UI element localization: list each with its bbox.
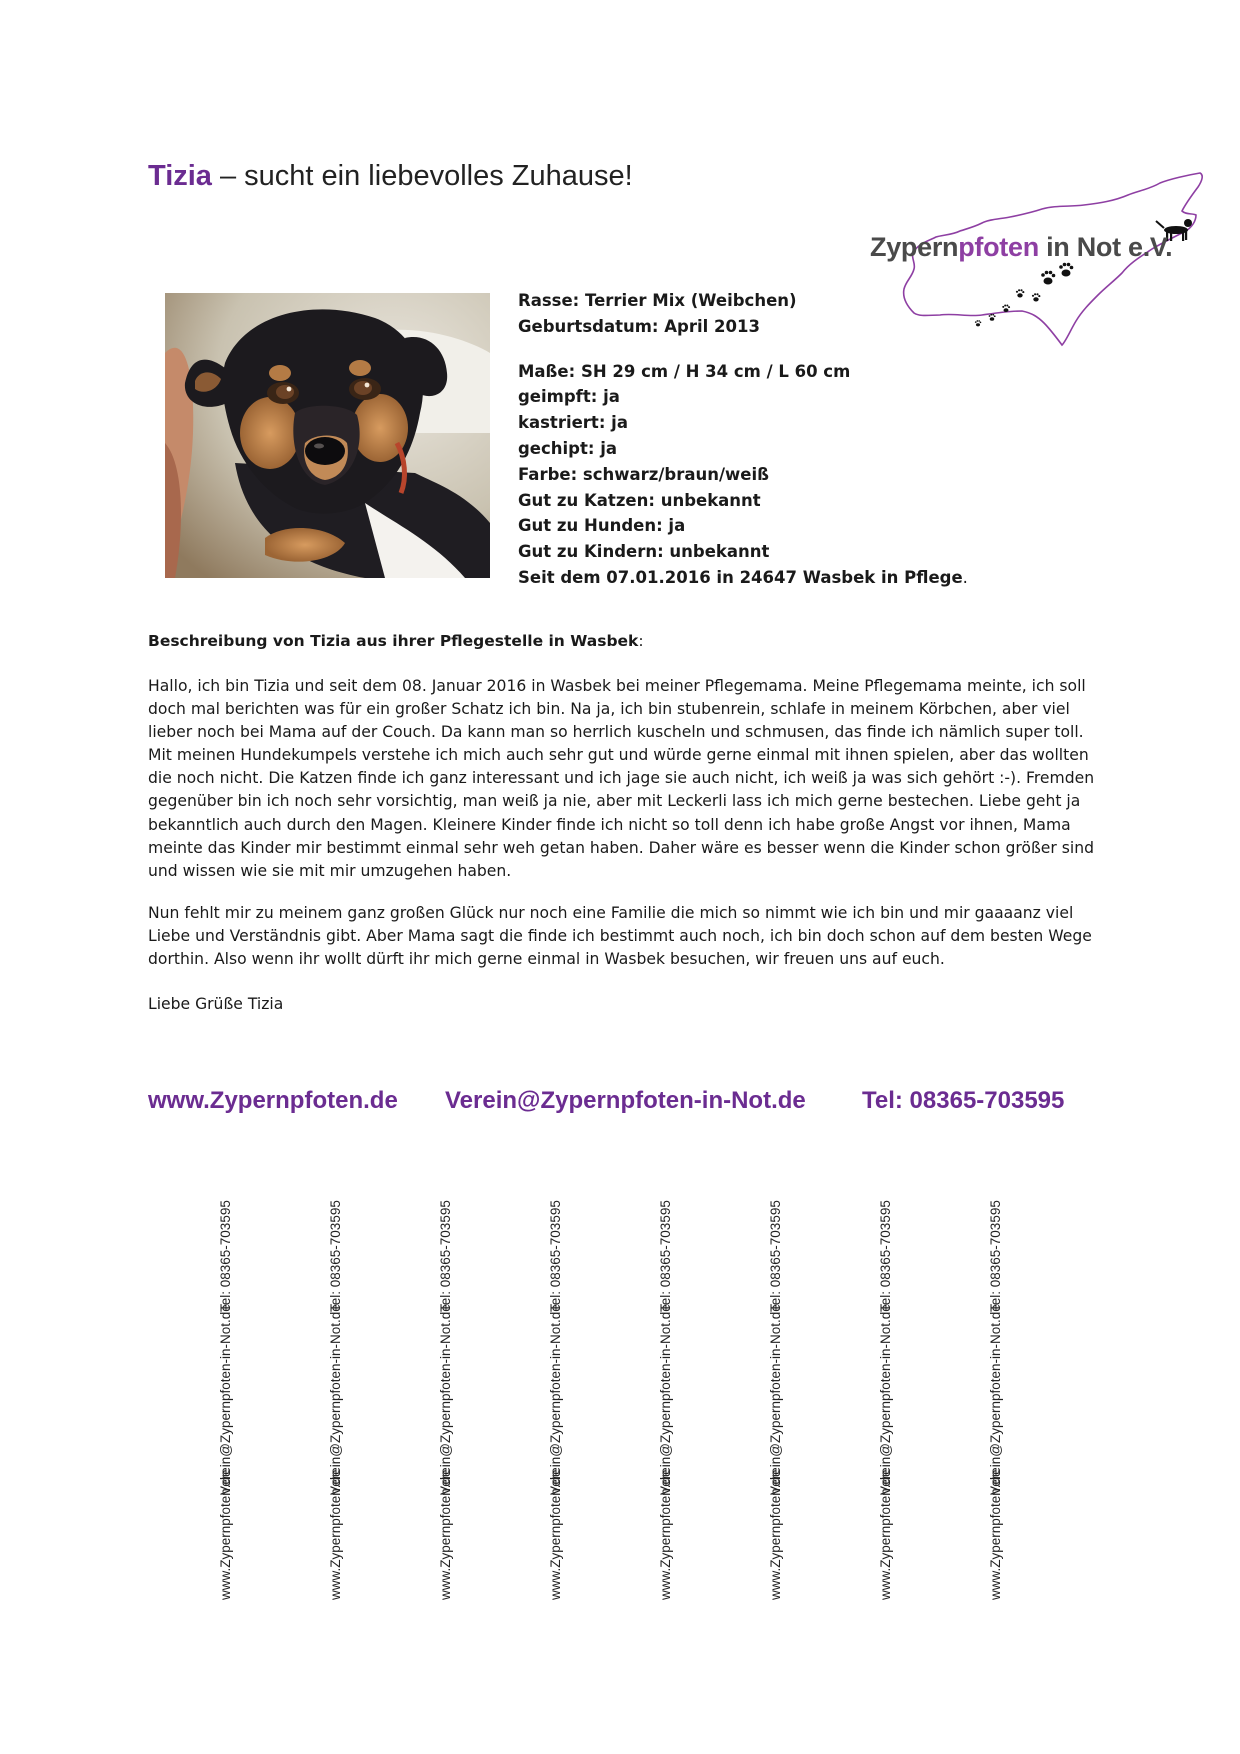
tear-off-strip[interactable] — [872, 1200, 900, 1600]
strip-email: Verein@Zypernpfoten-in-Not.de — [658, 1304, 673, 1495]
fact-birthdate: Geburtsdatum: April 2013 — [518, 316, 760, 336]
strip-email: Verein@Zypernpfoten-in-Not.de — [878, 1304, 893, 1495]
page-subtitle: – sucht ein liebevolles Zuhause! — [211, 160, 633, 192]
strip-website: www.Zypernpfoten.de — [328, 1469, 343, 1600]
strip-email: Verein@Zypernpfoten-in-Not.de — [218, 1304, 233, 1495]
logo-text-pfoten: pfoten — [958, 232, 1039, 262]
dog-facts — [518, 288, 978, 591]
logo-wordmark — [870, 232, 1200, 263]
description-paragraph-1: Hallo, ich bin Tizia und seit dem 08. Januar 2016 in Wasbek bei meiner Pflegemama. Meine Pflegemama meinte, ich soll doch mal berichten was für ein großer Schatz ich bin. Na ja, ich bin stubenrein, schlafe in meinem Körbchen, aber viel lieber noch bei Mama auf der Couch. Da kann man so herrlich kuscheln und schmusen, das finde ich nämlich super toll. Mit meinen Hundekumpels verstehe ich mich auch sehr gut und würde gerne einmal mit ihnen spielen, aber das wollten die noch nicht. Die Katzen finde ich ganz interessant und ich jage sie auch nicht, ich weiß ja was sich gehört :-). Fremden gegenüber bin ich noch sehr vorsichtig, man weiß ja nie, aber mit Leckerli lass ich mich gerne bestechen. Liebe geht ja bekanntlich auch durch den Magen. Kleinere Kinder finde ich nicht so toll denn ich habe große Angst vor ihnen, Mama meinte das Kinder mir bestimmt einmal sehr weh getan haben. Daher wäre es besser wenn die Kinder schon größer sind und wissen wie sie mit mir umzugehen haben. — [148, 677, 1095, 880]
strip-website: www.Zypernpfoten.de — [218, 1469, 233, 1600]
tear-off-strip[interactable] — [212, 1200, 240, 1600]
tear-off-strip[interactable] — [322, 1200, 350, 1600]
fact-measurements: Maße: SH 29 cm / H 34 cm / L 60 cm — [518, 361, 851, 381]
description-heading — [148, 632, 644, 650]
tear-off-strip[interactable] — [652, 1200, 680, 1600]
dog-name: Tizia — [148, 160, 212, 192]
fact-dogs: Gut zu Hunden: ja — [518, 516, 686, 536]
fact-neutered: kastriert: ja — [518, 413, 628, 433]
strip-phone: Tel: 08365-703595 — [988, 1200, 1003, 1312]
strip-phone: Tel: 08365-703595 — [658, 1200, 673, 1312]
description-closing: Liebe Grüße Tizia — [148, 995, 284, 1013]
strip-website: www.Zypernpfoten.de — [548, 1469, 563, 1600]
tear-off-strip[interactable] — [542, 1200, 570, 1600]
strip-website: www.Zypernpfoten.de — [878, 1469, 893, 1600]
logo-text-zypern: Zypern — [870, 232, 959, 262]
fact-foster-since — [518, 565, 978, 591]
website-link[interactable]: www.Zypernpfoten.de — [148, 1087, 398, 1114]
strip-email: Verein@Zypernpfoten-in-Not.de — [438, 1304, 453, 1495]
description-heading-colon: : — [638, 632, 644, 650]
fact-breed: Rasse: Terrier Mix (Weibchen) — [518, 291, 797, 310]
fact-vaccinated: geimpft: ja — [518, 387, 620, 407]
fact-cats: Gut zu Katzen: unbekannt — [518, 490, 761, 510]
fact-children: Gut zu Kindern: unbekannt — [518, 542, 770, 562]
strip-website: www.Zypernpfoten.de — [658, 1469, 673, 1600]
strip-website: www.Zypernpfoten.de — [438, 1469, 453, 1600]
fact-foster-text: Seit dem 07.01.2016 in 24647 Wasbek in Pflege — [518, 567, 963, 587]
dog-portrait-image — [165, 293, 490, 578]
strip-phone: Tel: 08365-703595 — [548, 1200, 563, 1312]
tear-off-strip[interactable] — [982, 1200, 1010, 1600]
dog-photo — [165, 293, 490, 578]
fact-foster-period: . — [962, 567, 968, 587]
logo-text-in-not: in Not e.V. — [1038, 232, 1173, 262]
paw-prints-icon — [975, 263, 1073, 327]
strip-email: Verein@Zypernpfoten-in-Not.de — [988, 1304, 1003, 1495]
email-link[interactable]: Verein@Zypernpfoten-in-Not.de — [445, 1087, 806, 1114]
page-title — [148, 160, 633, 193]
strip-website: www.Zypernpfoten.de — [988, 1469, 1003, 1600]
strip-phone: Tel: 08365-703595 — [768, 1200, 783, 1312]
strip-email: Verein@Zypernpfoten-in-Not.de — [548, 1304, 563, 1495]
fact-chipped: gechipt: ja — [518, 438, 618, 458]
strip-email: Verein@Zypernpfoten-in-Not.de — [768, 1304, 783, 1495]
strip-phone: Tel: 08365-703595 — [878, 1200, 893, 1312]
strip-phone: Tel: 08365-703595 — [438, 1200, 453, 1312]
description-heading-text: Beschreibung von Tizia aus ihrer Pflegestelle in Wasbek — [148, 632, 639, 650]
tear-off-strip[interactable] — [762, 1200, 790, 1600]
fact-color: Farbe: schwarz/braun/weiß — [518, 464, 769, 484]
strip-phone: Tel: 08365-703595 — [218, 1200, 233, 1312]
tear-off-strip[interactable] — [432, 1200, 460, 1600]
phone-number[interactable]: Tel: 08365-703595 — [862, 1087, 1065, 1114]
strip-website: www.Zypernpfoten.de — [768, 1469, 783, 1600]
strip-phone: Tel: 08365-703595 — [328, 1200, 343, 1312]
description-paragraph-2: Nun fehlt mir zu meinem ganz großen Glück nur noch eine Familie die mich so nimmt wie ich bin und mir gaaaanz viel Liebe und Verständnis gibt. Aber Mama sagt die finde ich bestimmt auch noch, ich bin doch schon auf dem besten Wege dorthin. Also wenn ihr wollt dürft ihr mich gerne einmal in Wasbek besuchen, wir freuen uns auf euch. — [148, 904, 1092, 969]
strip-email: Verein@Zypernpfoten-in-Not.de — [328, 1304, 343, 1495]
